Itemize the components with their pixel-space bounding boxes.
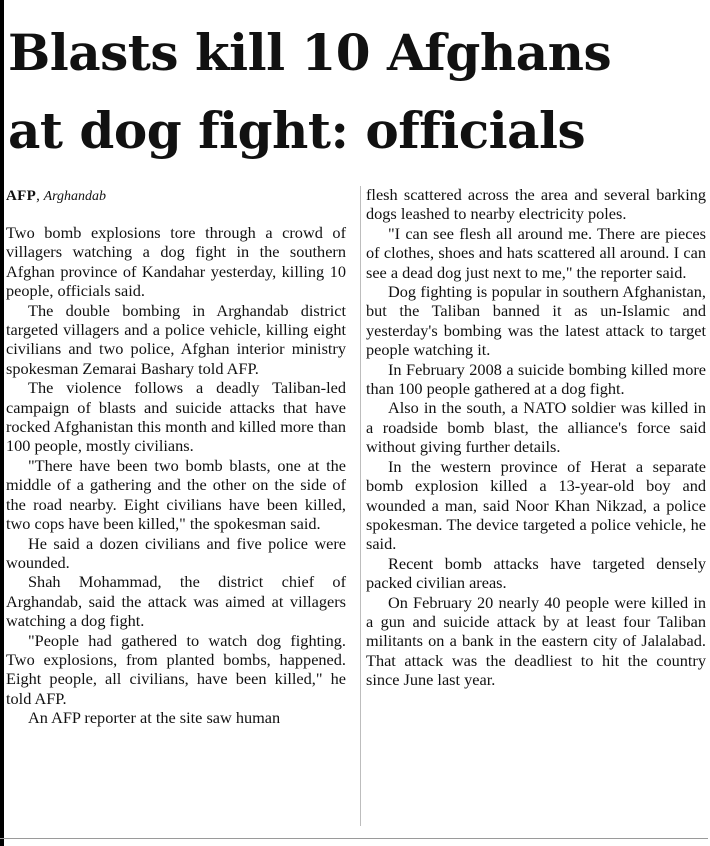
- article-column-right: [366, 185, 706, 690]
- byline-place: Arghandab: [43, 189, 107, 204]
- article-paragraph: The violence follows a deadly Taliban-led campaign of blasts and suicide attacks that have rocked Afghanistan this month and killed more than 100 people, mostly civilians.: [6, 378, 346, 456]
- article-paragraph: In the western province of Herat a separate bomb explosion killed a 13-year-old boy and wounded a man, said Noor Khan Nikzad, a police spokesman. The device targeted a police vehicle, he said.: [366, 456, 706, 554]
- article-paragraph: Also in the south, a NATO soldier was killed in a roadside bomb blast, the alliance's force said without giving further details.: [366, 398, 706, 457]
- bottom-rule: [0, 838, 708, 839]
- article-paragraph: "People had gathered to watch dog fighting. Two explosions, from planted bombs, happened. Eight people, all civilians, have been killed," he told AFP.: [6, 630, 346, 708]
- article-paragraph-continuation: flesh scattered across the area and several barking dogs leashed to nearby electricity poles.: [366, 185, 706, 224]
- byline-agency: AFP: [6, 188, 37, 204]
- byline-separator: ,: [36, 188, 44, 204]
- article-paragraph: "I can see flesh all around me. There are pieces of clothes, shoes and hats scattered all around. I can see a dead dog just next to me," the reporter said.: [366, 223, 706, 282]
- headline: [8, 14, 704, 170]
- headline-line-1: Blasts kill 10 Afghans: [8, 23, 612, 82]
- article-paragraph: In February 2008 a suicide bombing killed more than 100 people gathered at a dog fight.: [366, 359, 706, 399]
- column-divider: [360, 186, 361, 826]
- article-paragraph-continued: An AFP reporter at the site saw human: [28, 708, 281, 728]
- article-paragraph: Dog fighting is popular in southern Afghanistan, but the Taliban banned it as un-Islamic and yesterday's bombing was the latest attack to target people watching it.: [366, 282, 706, 360]
- headline-line-2: at dog fight: officials: [8, 101, 586, 160]
- byline: [6, 185, 346, 209]
- article-paragraph: Two bomb explosions tore through a crowd of villagers watching a dog fight in the southern Afghan province of Kandahar yesterday, killing 10 people, officials said.: [6, 223, 346, 301]
- article-paragraph: On February 20 nearly 40 people were killed in a gun and suicide attack by at least four Taliban militants on a bank in the eastern city of Jalalabad. That attack was the deadliest to hit the country since June last year.: [366, 592, 706, 690]
- article-column-left: [6, 185, 346, 728]
- article-paragraph: The double bombing in Arghandab district targeted villagers and a police vehicle, killing eight civilians and two police, Afghan interior ministry spokesman Zemarai Bashary told AFP.: [6, 300, 346, 378]
- article-paragraph: Recent bomb attacks have targeted densely packed civilian areas.: [366, 553, 706, 593]
- article-paragraph: He said a dozen civilians and five police were wounded.: [6, 533, 346, 572]
- article-paragraph: "There have been two bomb blasts, one at the middle of a gathering and the other on the side of the road nearby. Eight civilians have been killed, two cops have been killed," the spokesman said.: [6, 455, 346, 534]
- article-paragraph: Shah Mohammad, the district chief of Arghandab, said the attack was aimed at villagers watching a dog fight.: [6, 572, 346, 631]
- page-edge-bar: [0, 0, 4, 846]
